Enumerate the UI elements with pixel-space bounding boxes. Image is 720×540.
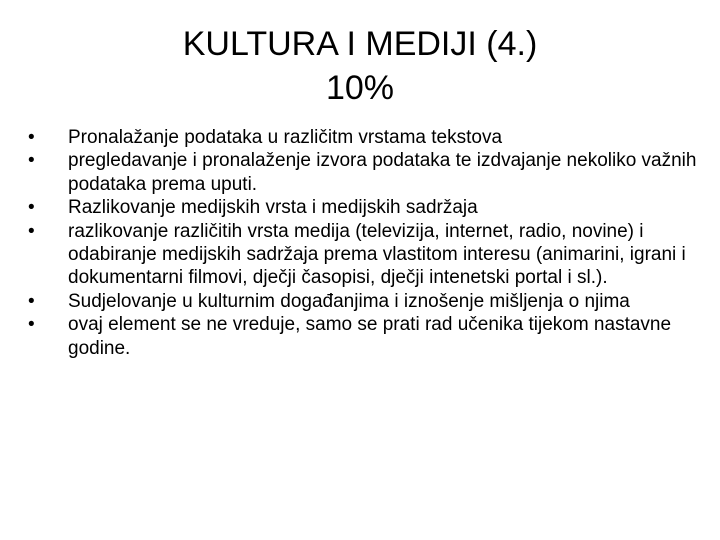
bullet-text: ovaj element se ne vreduje, samo se prati rad učenika tijekom nastavne godine. bbox=[68, 314, 672, 359]
bullet-icon: • bbox=[28, 290, 35, 312]
bullet-text: Pronalažanje podataka u različitm vrstama tekstova bbox=[68, 127, 503, 148]
bullet-text: razlikovanje različitih vrsta medija (televizija, internet, radio, novine) i odabiranje medijskih sadržaja prema vlastitom interesu (animarini, igrani i dokumentarni filmovi, dječji časopisi, dječji intenetski portal i sl.). bbox=[68, 220, 686, 289]
bullet-text: Sudjelovanje u kulturnim događanjima i iznošenje mišljenja o njima bbox=[68, 290, 630, 312]
bullet-icon: • bbox=[28, 127, 35, 148]
bullet-icon: • bbox=[28, 220, 35, 242]
bullet-text: Razlikovanje medijskih vrsta i medijskih sadržaja bbox=[68, 197, 478, 219]
bullet-icon: • bbox=[28, 150, 35, 172]
bullet-icon: • bbox=[28, 197, 35, 219]
bullet-text: pregledavanje i pronalaženje izvora podataka te izdvajanje nekoliko važnih podataka prema uputi. bbox=[68, 150, 697, 195]
bullet-item bbox=[28, 313, 700, 360]
title-line-2: 10% bbox=[325, 69, 395, 107]
bullet-item bbox=[28, 126, 700, 149]
bullet-item bbox=[28, 196, 700, 219]
bullet-item bbox=[28, 290, 700, 313]
title-line-1: KULTURA I MEDIJI (4.) bbox=[182, 25, 538, 63]
bullet-item bbox=[28, 149, 700, 196]
bullet-list bbox=[28, 126, 700, 360]
bullet-icon: • bbox=[28, 314, 35, 336]
slide-title bbox=[0, 22, 720, 110]
bullet-item bbox=[28, 220, 700, 290]
